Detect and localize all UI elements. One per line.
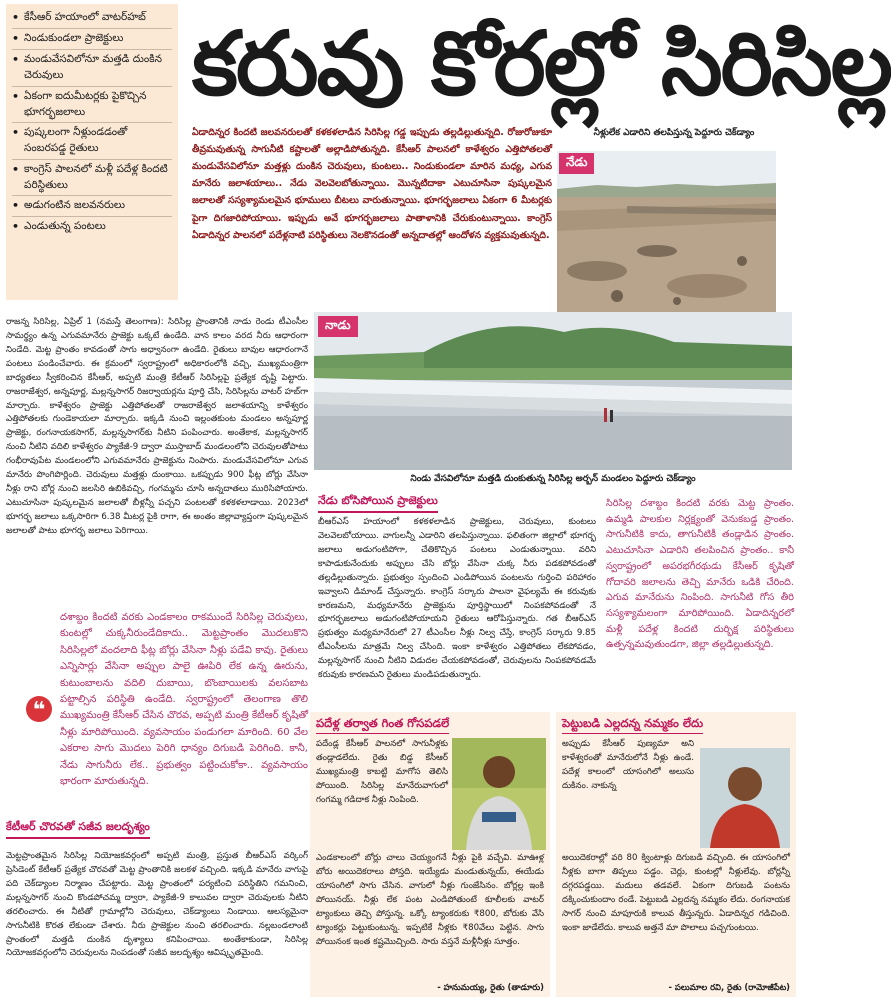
highlight-item: [12, 8, 172, 29]
farmer2-photo: [700, 748, 790, 848]
farmer1-photo-image: [452, 738, 546, 850]
highlight-text: మండువేసవిలోనూ మత్తడి దుంకిన చెరువులు: [24, 53, 163, 82]
farmer2-head: పెట్టుబడి ఎల్లదన్న నమ్మకం లేదు: [562, 716, 703, 734]
farmer1-body-top: పదేండ్ల కేసీఆర్ పాలనలో సాగునీళ్లకు తండ్లాడలేదు. రైతు బిడ్డ కేసీఆర్ ముఖ్యమంత్రి కాబట్టి మాగోస తెలిసి పోయింది. సిరిసిల్ల మానేరువాగులో గంగమ్మ గడిదాక నీళ్లు నింపింది.: [316, 739, 448, 805]
ktr-section-body: మెట్టప్రాంతమైన సిరిసిల్ల నియోజకవర్గంలో అప్పటి మంత్రి, ప్రస్తుత బీఆర్‌ఎస్ వర్కింగ్ ప్రెసిడెంట్ కేటీఆర్ ప్రత్యేక చొరవతో మెట్ట ప్రాంతానికి జలకళ వచ్చింది. ఇక్కడి మానేరు వాగుపై పది చెక్‌డ్యాంల నిర్మాణం చేపట్టారు. మెట్ట ప్రాంతంలో పర్యటించి పరిస్థితిని గమనించి, మల్లన్నసాగర్ నుంచి కొండపోచమ్మ ద్వారా, ప్యాకేజీ-9 కాలువల ద్వారా చెరువులకు నీటిని తరలించారు. ఈ నీటితో గ్రామాల్లోని చెరువులు, చెక్‌డ్యాంలు నిండాయి. ఆలస్యమైనా సాగునీటికి కొరత లేకుండా చేశారు. నీరు ప్రాజెక్టుల నుంచి తరలించారు. నల్లబండలాంటి ప్రాంతంలో మత్తడి దుంకిన దృశ్యాలు కనిపించాయి. అంతేకాకుండా, సిరిసిల్ల నియోజకవర్గంలోని చెరువులను నింపడంతో సజీవ జలదృశ్యం ఆవిష్కృతమైంది.: [6, 851, 308, 959]
tag-today: నేడు: [559, 153, 594, 174]
photo-top-caption: నీళ్లులేక ఎడారిని తలపిస్తున్న పెద్దూరు చెక్‌డ్యాం: [593, 128, 755, 138]
quote-icon: ❝: [26, 696, 52, 722]
farmer1-photo: [452, 738, 546, 850]
projects-section-head: నేడు బోసిపోయిన ప్రాజెక్టులు: [318, 494, 438, 513]
bullet-icon: •: [12, 199, 20, 213]
article-intro-body: రాజన్న సిరిసిల్ల, ఏప్రిల్ 1 (నమస్తే తెలంగాణ): సిరిసిల్ల ప్రాంతానికి నాడు రెండు టీఎంసీల సామర్థ్యం ఉన్న ఎగువమానేరు ప్రాజెక్టు ఒక్కటే ఉండేది. వాన కాలం వరద నీరు ఆధారంగా నిండేది. మెట్ట ప్రాంతం కావడంతో సాగు అధ్వానంగా ఉండేది. రైతులు బావుల ఆధారంగానే పంటలు పండించేవారు. ఈ క్రమంలో స్వరాష్ట్రంలో అధికారంలోకి వచ్చి, ముఖ్యమంత్రిగా బాధ్యతలు స్వీకరించిన కేసీఆర్, అప్పటి మంత్రి కేటీఆర్ సిరిసిల్లపై ప్రత్యేక దృష్టి పెట్టారు. రాజరాజేశ్వర, అన్నపూర్ణ, మల్లన్నసాగర్ రిజర్వాయర్లను పూర్తి చేసి, సిరిసిల్లను వాటర్ హబ్‌గా మార్చారు. కాళేశ్వరం ప్రాజెక్టు ఎత్తిపోతలతో రాజరాజేశ్వర జలాశయాన్ని కాళేశ్వరం ఎత్తిపోతలకు గుండెకాయలా మార్చారు. ఇక్కడి నుంచి ఇల్లంతకుంట మండలం అన్నపూర్ణ ప్రాజెక్టు, రంగనాయకసాగర్, మల్లన్నసాగర్‌కు నీటిని పంపించారు. అంతేకాక, మల్లన్నసాగర్ నుంచి నీటిని వదిలి కాళేశ్వరం ప్యాకేజీ-9 ద్వారా ముస్తాబాద్ మండలంలోని చెరువులతోపాటు గంభీరావుపేట మండలంలోని ఎగువమానేరు ప్రాజెక్టును నింపారు. మండువేసవిలోనూ ఎగువ మానేరు పొంగిపొర్లింది. చెరువులు మత్తళ్లు దుంకాయి. ఒకప్పుడు 900 ఫీట్ల బోర్లు వేసినా నీళ్లు రాని బోర్ల నుంచి జలసిరి ఉబికివచ్చి, గంగమ్మను చూసి అన్నదాతలు మురిసిపోయారు. ఎటుచూసినా పుష్కలమైన జలాలతో బీళ్లన్నీ పచ్చని పంటలతో కళకళలాడాయి. 2023లో భూగర్భ జలాలు ఒక్కసారిగా 6.38 మీటర్ల పైకి రాగా, ఈ అంతం జిల్లావ్యాప్తంగా పుష్కలమైన జలాలతో పాటు భూగర్భ జలాలు పెరిగాయి.: [6, 317, 308, 536]
highlight-item: [12, 123, 172, 160]
bullet-icon: •: [12, 11, 20, 24]
highlight-text: ఎండుతున్న పంటలు: [24, 220, 106, 233]
farmer1-box: [310, 712, 550, 997]
highlight-item: [12, 196, 172, 217]
bullet-icon: •: [12, 220, 20, 234]
photo-wide-caption: నిండు వేసవిలోనూ మత్తడి దుంకుతున్న సిరిసిల్ల అర్బన్ మండలం పెద్దూరు చెక్‌డ్యాం: [410, 474, 696, 484]
lead-paragraph: ఏడాదిన్నర కిందటి జలవనరులతో కళకళలాడిన సిరిసిల్ల గడ్డ ఇప్పుడు తల్లడిల్లుతున్నది. రోజురోజుకూ తీవ్రమవుతున్న సాగునీటి కష్టాలతో అల్లాడిపోతున్నది. కేసీఆర్ పాలనలో కాళేశ్వరం ఎత్తిపోతలతో మండువేసవిలోనూ మత్తళ్లు దుంకిన చెరువులు, కుంటలు.. నిండుకుండలా మారిన మధ్య, ఎగువ మానేరు జలాశయాలు.. నేడు వెలవెలబోతున్నాయి. మొన్నటిదాకా ఎటుచూసినా పుష్కలమైన జలాలతో సస్యశ్యామలమైన భూములు బీటలు వారుతున్నాయి. భూగర్భజలాలు ఏకంగా 6 మీటర్లకు పైగా దిగజారిపోయాయి. ఇప్పుడు అవే భూగర్భజలాలు పాతాళానికి చేరుకుంటున్నాయి. కాంగ్రెస్ ఏడాదిన్నర పాలనలో పదేళ్లనాటి పరిస్థితులు నెలకొనడంతో అన్నదాతల్లో ఆందోళన వ్యక్తమవుతున్నది.: [192, 127, 552, 241]
farmer2-body-top: అప్పుడు కేసీఆర్ పుణ్యమా అని కాళేశ్వరంతో మానేరులోనే నీళ్లు ఉండే. పదేళ్ల కాలంలో యాసంగిలో అలుసు దుకినం. నాకున్న: [562, 739, 694, 791]
photo-overflowing-checkdam-image: [314, 312, 792, 470]
farmer2-box: [556, 712, 796, 997]
photo-dry-checkdam-image: [557, 151, 776, 317]
highlight-item: [12, 50, 172, 87]
highlight-text: కాంగ్రెస్ పాలనలో మళ్లీ పదేళ్ల కిందటి పరిస్థితులు: [24, 162, 168, 191]
highlight-text: ఏకంగా ఐదుమీటర్లకు పైకొచ్చిన భూగర్భజలాలు: [24, 89, 147, 118]
bullet-icon: •: [12, 53, 20, 67]
photo-overflowing-checkdam: [314, 312, 792, 470]
farmer2-body-bottom: అయిదెకరాల్లో వరి 80 క్వింటాళ్లు దిగుబడి వచ్చింది. ఈ యాసంగిలో నీళ్లకు బాగా తిప్పలు పడ్డం. చెర్లు, కుంటల్లో నీళ్లులేవు. బోర్లన్నీ దగ్గరపడ్డయి. మదులు తడవలే. ఏకంగా దిగుబడి పంటను దక్కించుకుందాం రండే. పెట్టుబడి ఎల్లదన్న నమ్మకం లేదు. రంగనాయక సాగర్ నుంచి మాపూరుకి కాలువ తీస్తున్నరు. ఏడాదిన్నర గడిచింది. ఇంకా జాడేలేదు. కాలువ అత్తనే మా పొలాలు పచ్చగుంటయి.: [562, 853, 790, 933]
bullet-icon: •: [12, 89, 20, 103]
right-note: సిరిసిల్ల దశాబ్దం కిందటి వరకు మెట్ట ప్రాంతం. ఉమ్మడి పాలకుల నిర్లక్ష్యంతో వెనుకబడ్డ ప్రాంతం. సాగునీటికి కాదు, తాగునీటికీ తండ్లాడిన ప్రాంతం. ఎటుచూసినా ఎడారిని తలపించిన ప్రాంతం.. కానీ స్వరాష్ట్రంలో అపరభగీరథుడు కేసీఆర్ కృషితో గోదావరి జలాలను తెచ్చి మానేరు ఒడికి చేరింది. ఎగువ మానేరును నింపింది. సాగునీటి గోస తీరి సస్యశ్యామలంగా మారిపోయింది. ఏడాదిన్నరలో మళ్లీ పదేళ్ల కిందటి దుర్భిక్ష పరిస్థితులు ఉత్పన్నమవుతుండగా, జిల్లా తల్లడిల్లుతున్నది.: [606, 498, 794, 651]
farmer1-head: పదేళ్ల తర్వాత గింత గోసపడలే: [316, 716, 449, 734]
tag-then: నాడు: [318, 316, 358, 337]
farmer2-byline: - పలుమాల రవి, రైతు (రామోజీపేట): [668, 982, 790, 992]
bullet-icon: •: [12, 162, 20, 176]
quote-text: దశాబ్దం కిందటి వరకు ఎండకాలం రాకముందే సిరిసిల్ల చెరువులు, కుంటల్లో చుక్కనీరుండేదికాదు.. మెట్టప్రాంతం మొదలుకొని సిరిసిల్లలో వందలాది ఫీట్ల బోర్లు వేసినా నీళ్లు పడేవి కావు. రైతులు ఎన్నిసార్లు వేసినా అప్పుల పాలై ఊపిరి లేక ఉన్న ఊరును, కుటుంబాలను వదిలి దుబాయి, బొంబాయిలకు వలసబాట పట్టాల్సిన పరిస్థితి ఉండేది. స్వరాష్ట్రంలో తెలంగాణ తొలి ముఖ్యమంత్రి కేసీఆర్ చేసిన చొరవ, అప్పటి మంత్రి కేటీఆర్ కృషితో నీళ్లు మారిపోయింది. వ్యవసాయం పండుగలా మారింది. 60 వేల ఎకరాల సాగు మొదలు పెరిగి ధాన్యం దిగుబడి పెరిగింది. కానీ, నేడు సాగునీరు లేక.. ప్రభుత్వం పట్టించుకోకా.. వ్యవసాయం భారంగా మారుతున్నది.: [60, 612, 308, 787]
projects-section-body: బీఆర్‌ఎస్ హయాంలో కళకళలాడిన ప్రాజెక్టులు, చెరువులు, కుంటలు వెలవెలబోయాయి. వాగులన్నీ ఎడారిని తలపిస్తున్నాయి. ఫలితంగా జిల్లాలో భూగర్భ జలాలు అడుగంటిపోగా, చేతికొచ్చిన పంటలు ఎండుతున్నాయి. వరిని కాపాడుకునేందుకు అప్పులు చేసి బోర్లు వేసినా చుక్క నీరు పడకపోవడంతో తల్లడిల్లుతున్నారు. ప్రభుత్వం స్పందించి ఎండిపోయిన పంటలను గుర్తించి పరిహారం ఇవ్వాలని డిమాండ్ చేస్తున్నారు. కాంగ్రెస్ సర్కారు పాలనా వైఫల్యమే ఈ కరువుకు కారణమని, మధ్యమానేరు ప్రాజెక్టును పూర్తిస్థాయిలో నింపకపోవడంతో నే భూగర్భజలాలు అడుగంటిపోయాయని రైతులు ఆరోపిస్తున్నారు. గత బీఆర్‌ఎస్ ప్రభుత్వం మధ్యమానేరులో 27 టీఎంసీల నీళ్లు నిల్వ చేస్తే, కాంగ్రెస్ సర్కారు 9.85 టీఎంసీలను మాత్రమే నిల్వ చేసింది. ఇంకా కాళేశ్వరం ఎత్తిపోతలు లేకపోవడం, మల్లన్నసాగర్ నుంచి నీటిని విడుదల చేయకపోవడంతో, చెరువులను నింపకపోవడమే కరువుకు కారణమని రైతులు మండిపడుతున్నారు.: [318, 517, 596, 681]
farmer1-byline: - హనుమయ్య, రైతు (తాడూరు): [437, 982, 544, 992]
highlight-item: [12, 87, 172, 124]
highlight-item: [12, 29, 172, 50]
farmer2-photo-image: [700, 748, 790, 848]
farmer1-body-bottom: ఎండకాలంలో బోర్లు చాలు చెయ్యంగనే నీళ్లు పైకి వచ్చేవి. మాఊళ్ల బోరు అయిదెకరాలు పోస్తది. ఇయ్యేడు మండుతున్నయ్, ఈయేడు యాసంగిలో సాగు చేసిన. వాగులో నీళ్లు గుంజేసినం. బోర్లల్ల ఇంకి పోయినయ్. నీళ్లు లేక పంట ఎండిపోతుంటే కూలీలకు వాటర్ ట్యాంకులు తెచ్చి పోస్తున్న. ఒక్కో ట్యాంకరుకు ₹800, బోరుకు వేసి ట్యాంకర్లు పెట్టుకుంటున్న. ఇప్పటికే నీళ్లకు ₹80వేలు పెట్టిన. సాగు పోయినంక ఇంత కష్టమొచ్చింది. సారు వస్తనే మళ్లీనీళ్లు సూత్తం.: [316, 853, 544, 947]
ktr-section-head: కేటీఆర్ చొరవతో సజీవ జలదృశ్యం: [6, 820, 150, 839]
bullet-icon: •: [12, 32, 20, 46]
highlight-text: అడుగంటిన జలవనరులు: [24, 199, 125, 212]
highlight-item: [12, 160, 172, 197]
highlight-text: కేసీఆర్ హయాంలో వాటర్‌హబ్: [24, 11, 146, 23]
headline: కరువు కోరల్లో సిరిసిల్ల: [192, 12, 891, 115]
bullet-icon: •: [12, 126, 20, 140]
photo-dry-checkdam: [557, 151, 776, 317]
highlight-text: నిండుకుండలా ప్రాజెక్టులు: [24, 32, 124, 45]
highlights-box: [6, 4, 178, 300]
highlight-item: [12, 217, 172, 237]
highlight-text: పుష్కలంగా నీళ్లుండడంతో సంబరపడ్డ రైతులు: [24, 126, 128, 155]
